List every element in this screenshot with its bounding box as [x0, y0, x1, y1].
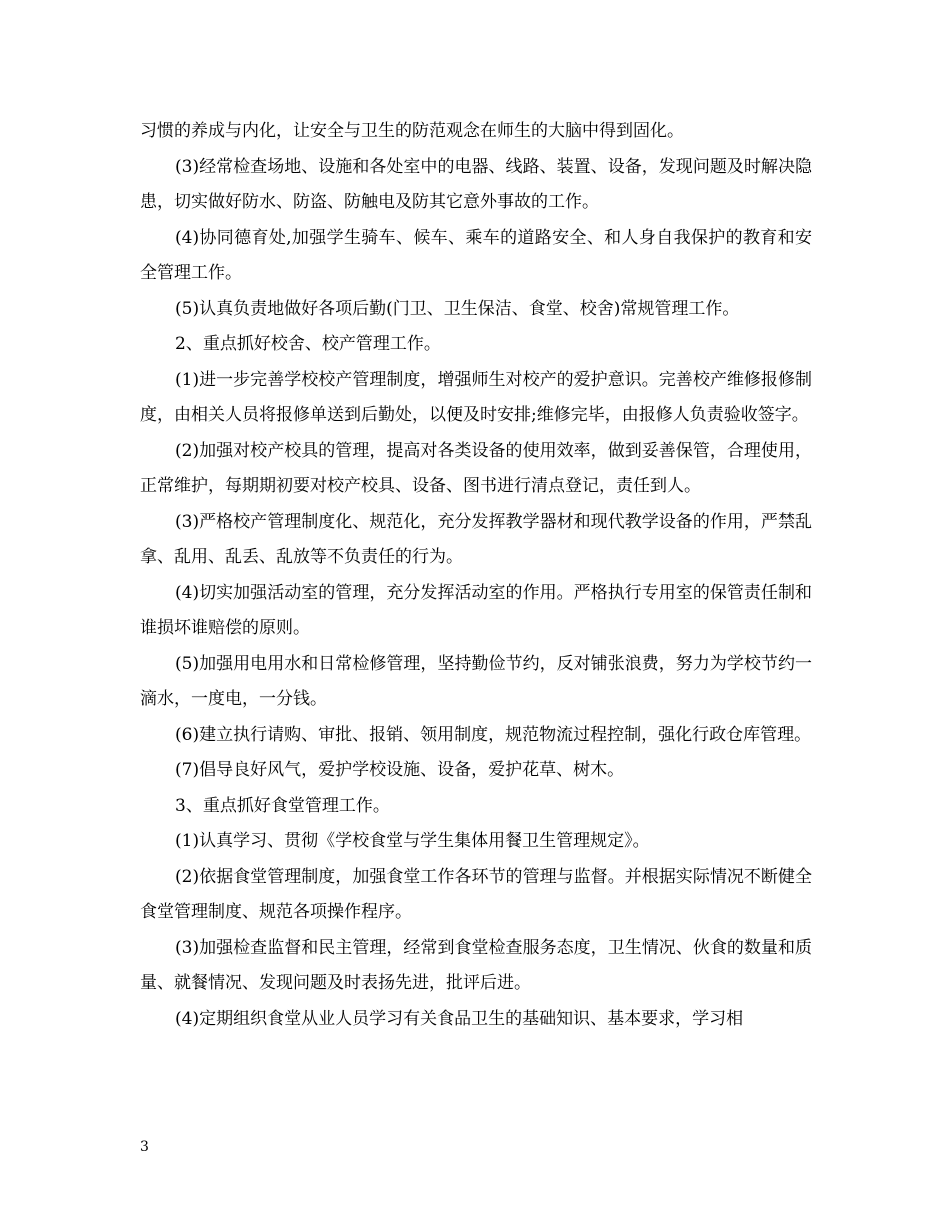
paragraph: 3、重点抓好食堂管理工作。 [175, 795, 390, 816]
paragraph: (1)进一步完善学校校产管理制度，增强师生对校产的爱护意识。完善校产维修报修制度，由相关人员将报修单送到后勤处，以便及时安排;维修完毕，由报修人负责验收签字。 [140, 369, 812, 425]
paragraph: (4)定期组织食堂从业人员学习有关食品卫生的基础知识、基本要求，学习相 [175, 1008, 744, 1029]
paragraph: (4)协同德育处,加强学生骑车、候车、乘车的道路安全、和人身自我保护的教育和安全管理工作。 [140, 227, 812, 283]
page-number: 3 [140, 1139, 149, 1155]
paragraph: (4)切实加强活动室的管理，充分发挥活动室的作用。严格执行专用室的保管责任制和谁损坏谁赔偿的原则。 [140, 582, 812, 638]
paragraph: (3)加强检查监督和民主管理，经常到食堂检查服务态度，卫生情况、伙食的数量和质量、就餐情况、发现问题及时表扬先进，批评后进。 [140, 937, 812, 993]
paragraph: (3)经常检查场地、设施和各处室中的电器、线路、装置、设备，发现问题及时解决隐患，切实做好防水、防盗、防触电及防其它意外事故的工作。 [140, 156, 812, 212]
document-body [140, 114, 812, 1037]
paragraph: (6)建立执行请购、审批、报销、领用制度，规范物流过程控制，强化行政仓库管理。 [175, 724, 812, 745]
paragraph: 2、重点抓好校舍、校产管理工作。 [175, 334, 441, 354]
paragraph: (2)依据食堂管理制度，加强食堂工作各环节的管理与监督。并根据实际情况不断健全食堂管理制度、规范各项操作程序。 [140, 866, 812, 922]
paragraph: (5)认真负责地做好各项后勤(门卫、卫生保洁、食堂、校舍)常规管理工作。 [175, 298, 740, 319]
paragraph: (1)认真学习、贯彻《学校食堂与学生集体用餐卫生管理规定》。 [175, 831, 650, 851]
paragraph: (5)加强用电用水和日常检修管理，坚持勤俭节约，反对铺张浪费，努力为学校节约一滴水，一度电，一分钱。 [140, 653, 812, 709]
paragraph: (2)加强对校产校具的管理，提高对各类设备的使用效率，做到妥善保管，合理使用，正常维护，每期期初要对校产校具、设备、图书进行清点登记，责任到人。 [140, 440, 812, 496]
paragraph: (3)严格校产管理制度化、规范化，充分发挥教学器材和现代教学设备的作用，严禁乱拿、乱用、乱丢、乱放等不负责任的行为。 [140, 511, 812, 567]
paragraph: 习惯的养成与内化，让安全与卫生的防范观念在师生的大脑中得到固化。 [140, 121, 684, 141]
paragraph: (7)倡导良好风气，爱护学校设施、设备，爱护花草、树木。 [175, 760, 625, 780]
